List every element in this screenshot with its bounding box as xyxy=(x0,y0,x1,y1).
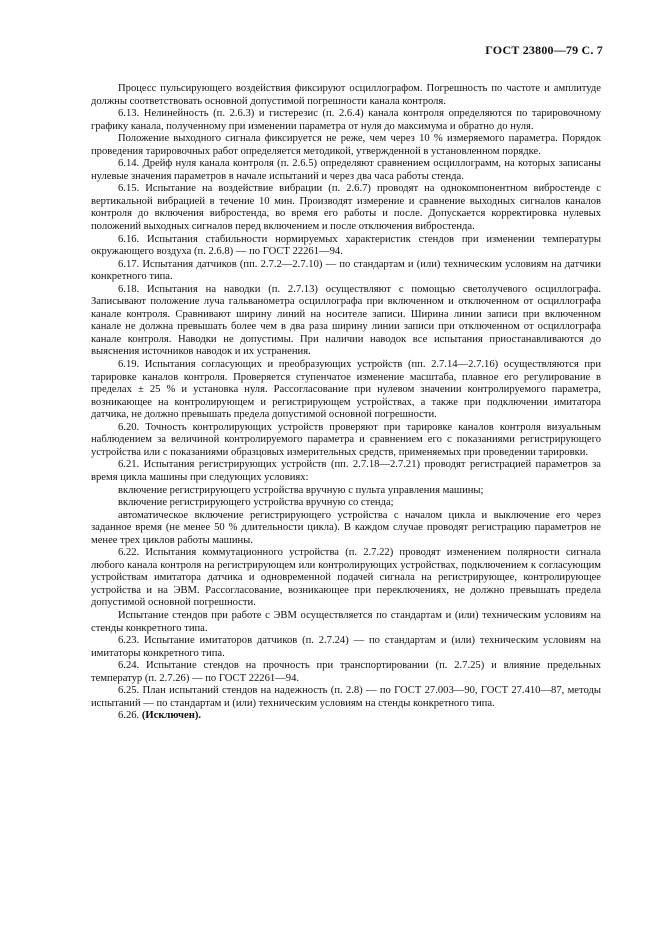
clause-number: 6.26. xyxy=(118,710,140,722)
list-item: включение регистрирующего устройства вручную с пульта управления машины; xyxy=(118,484,484,496)
list-item: автоматическое включение регистрирующего устройства с началом цикла и выключение его через заданное время (не менее 50 % длительности цикла). В каждом случае проводят регистрацию параметров не менее трех циклов работы машины. xyxy=(91,509,601,546)
paragraph-6-23: 6.23. Испытание имитаторов датчиков (п. 2.7.24) — по стандартам и (или) техническим условиям на имитаторы конкретного типа. xyxy=(91,635,601,659)
paragraph: Испытание стендов при работе с ЭВМ осуществляется по стандартам и (или) техническим условиям на стенды конкретного типа. xyxy=(91,609,601,634)
paragraph-6-25: 6.25. План испытаний стендов на надежность (п. 2.8) — по ГОСТ 27.003—90, ГОСТ 27.410—87, методы испытаний — по стандартам и (или) техническим условиям на стенды конкретного типа. xyxy=(91,685,601,709)
list-item: включение регистрирующего устройства вручную со стенда; xyxy=(118,497,394,509)
paragraph-6-20: 6.20. Точность контролирующих устройств проверяют при тарировке каналов контроля визуальным наблюдением за величиной контролируемого параметра и сравнением его с показаниями регистрирующего устройства или с показаниями образцовых измерительных средств, применяемых при проведении тарировки. xyxy=(91,421,601,458)
paragraph-6-26 xyxy=(91,710,601,723)
paragraph-6-19: 6.19. Испытания согласующих и преобразующих устройств (пп. 2.7.14—2.7.16) осуществляются при тарировке каналов контроля. Проверяется ступенчатое изменение масштаба, плавное его регулирование в пределах ± 25 % и установка нуля. Рассогласование при нулевом значении контролируемого параметра, возникающее на контролирующем и регистрирующем устройствах, а также при подключении имитатора датчика, не должно превышать предела допустимой основной погрешности. xyxy=(91,359,601,421)
paragraph-6-21: 6.21. Испытания регистрирующих устройств (пп. 2.7.18—2.7.21) проводят регистрацией параметров за время цикла машины при следующих условиях: xyxy=(91,459,601,483)
paragraph-6-24: 6.24. Испытание стендов на прочность при транспортировании (п. 2.7.25) и влияние предельных температур (п. 2.7.26) — по ГОСТ 22261—94. xyxy=(91,660,601,684)
paragraph-6-18: 6.18. Испытания на наводки (п. 2.7.13) осуществляют с помощью светолучевого осциллографа. Записывают положение луча гальванометра осциллографа при включенном и отключенном от осциллографа канале контроля. Сравнивают ширину линий на носителе записи. Ширина линии записи при включенном канале не должна превышать более чем в два раза ширину линии записи при отключенном от осциллографа канале контроля. Наводки не допустимы. При наличии наводок все испытания приостанавливаются до выяснения источников наводок и их устранения. xyxy=(91,283,601,358)
paragraph: Процесс пульсирующего воздействия фиксируют осциллографом. Погрешность по частоте и амплитуде должны соответствовать основной допустимой погрешности канала контроля. xyxy=(91,83,601,107)
document-body xyxy=(91,83,601,723)
paragraph-6-15: 6.15. Испытание на воздействие вибрации (п. 2.6.7) проводят на однокомпонентном вибростенде с вертикальной вибрацией в течение 10 мин. Производят измерение и сравнение выходных сигналов каналов контроля до включения вибростенда, во время его работы и после. Допускается корректировка нулевых положений выходных сигналов перед включением и после отключения вибростенда. xyxy=(91,183,601,233)
paragraph-6-22: 6.22. Испытания коммутационного устройства (п. 2.7.22) проводят изменением полярности сигнала любого канала контроля на регистрирующем или контролирующих устройствах, подключением к согласующим устройствам имитатора датчика и одновременной подачей сигнала на регистрирующее, контролирующее устройства и на ЭВМ. Рассогласование, возникающее при переключениях, не должно превышать предела допустимой основной погрешности. xyxy=(91,547,601,609)
paragraph-6-17: 6.17. Испытания датчиков (пп. 2.7.2—2.7.10) — по стандартам и (или) техническим условиям на датчики конкретного типа. xyxy=(91,258,601,283)
page-header: ГОСТ 23800—79 С. 7 xyxy=(485,43,603,57)
paragraph-6-13: 6.13. Нелинейность (п. 2.6.3) и гистерезис (п. 2.6.4) канала контроля определяются по тарировочному графику канала, полученному при изменении параметра от нуля до максимума и обратно до нуля. xyxy=(91,108,601,132)
paragraph-6-16: 6.16. Испытания стабильности нормируемых характеристик стендов при изменении температуры окружающего воздуха (п. 2.6.8) — по ГОСТ 22261—94. xyxy=(91,233,601,258)
paragraph-6-14: 6.14. Дрейф нуля канала контроля (п. 2.6.5) определяют сравнением осциллограмм, на которых записаны нулевые значения параметров в начале испытаний и через два часа работы стенда. xyxy=(91,158,601,182)
clause-excluded: (Исключен). xyxy=(141,710,202,722)
paragraph: Положение выходного сигнала фиксируется не реже, чем через 10 % измеряемого параметра. Порядок проведения тарировочных работ определяется методикой, утвержденной в установленном порядке. xyxy=(91,133,601,157)
